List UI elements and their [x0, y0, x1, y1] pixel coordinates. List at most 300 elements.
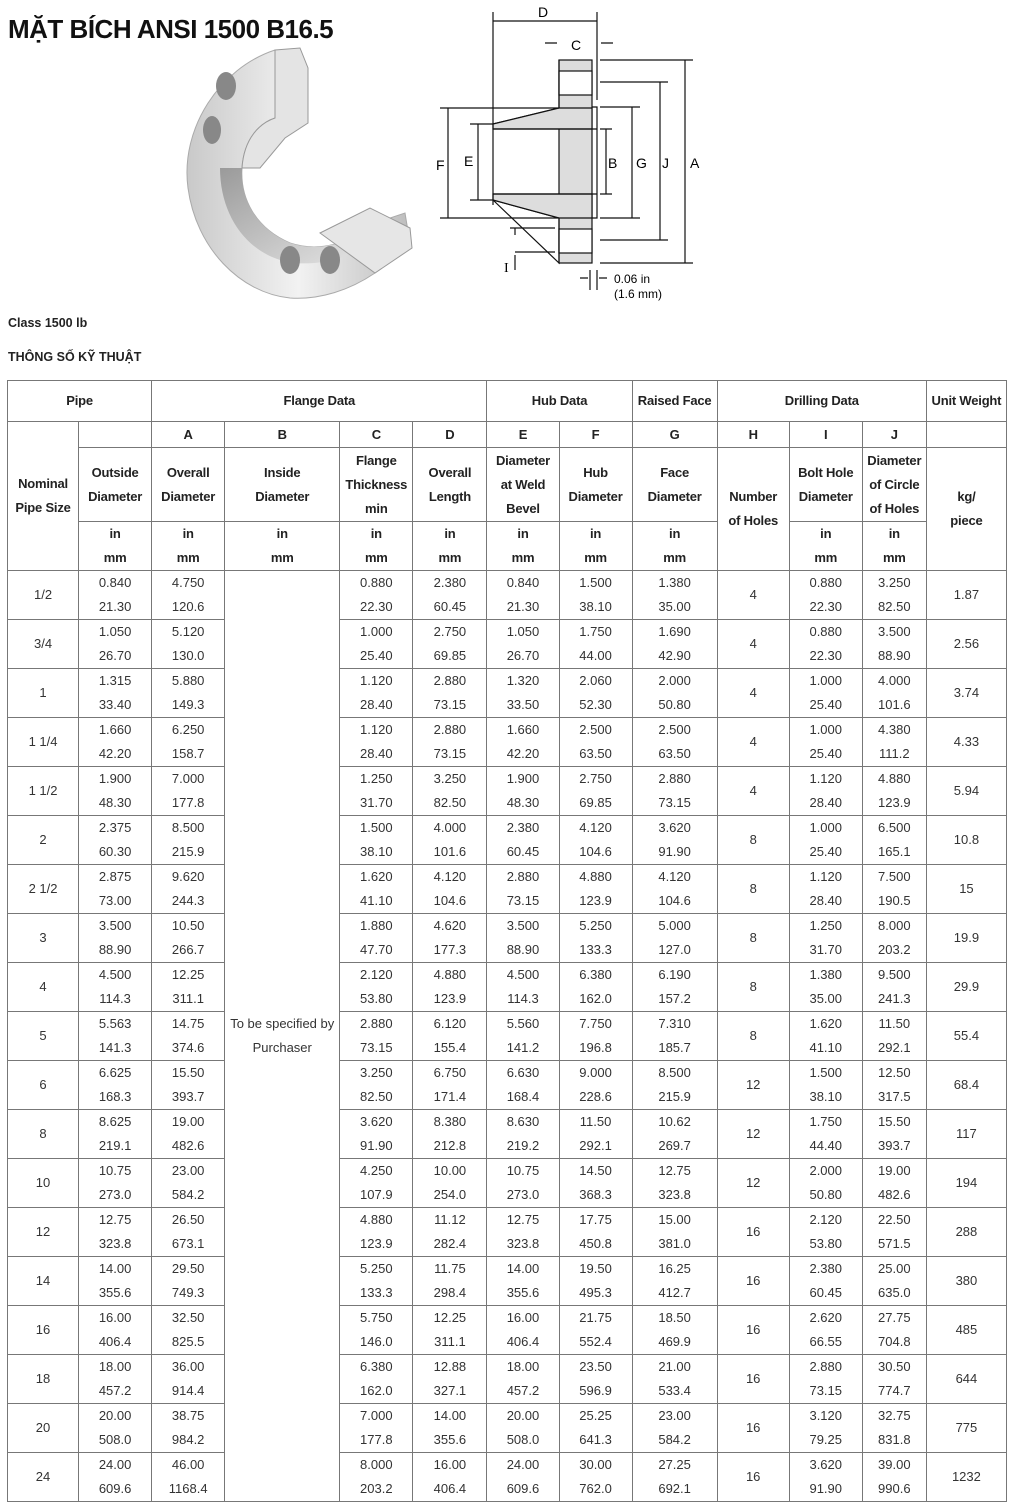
header-line: Diameter [495, 452, 550, 468]
flange-thickness-cell-mm: 38.10 [360, 844, 393, 859]
flange-thickness-cell [340, 1306, 413, 1355]
bolt-hole-diameter-cell-in: 2.380 [809, 1261, 843, 1276]
hub-diameter-cell [559, 1061, 632, 1110]
weld-bevel-diameter-cell [487, 1404, 559, 1453]
bolt-circle-diameter-cell-in: 12.50 [878, 1065, 911, 1080]
bolt-hole-diameter-cell [789, 767, 862, 816]
overall-length-cell-mm: 355.6 [433, 1432, 467, 1447]
table-row [8, 816, 1007, 865]
bolt-hole-diameter-cell-mm: 28.40 [809, 893, 843, 908]
class-label: Class 1500 lb [8, 316, 88, 330]
hub-diameter-cell [559, 1453, 632, 1502]
weld-bevel-diameter-cell-mm: 406.4 [506, 1334, 540, 1349]
outside-diameter-cell-in: 24.00 [98, 1457, 132, 1472]
outside-diameter-cell [79, 1257, 152, 1306]
overall-diameter-cell-in: 15.50 [171, 1065, 205, 1080]
face-diameter-cell [632, 1159, 717, 1208]
face-diameter-cell-in: 10.62 [658, 1114, 691, 1129]
bolt-hole-diameter-cell-mm: 66.55 [809, 1334, 843, 1349]
overall-length-cell-in: 4.620 [433, 918, 467, 933]
bolt-hole-diameter-cell [789, 816, 862, 865]
unit-weight-cell: 644 [926, 1355, 1006, 1404]
outside-diameter-cell-in: 14.00 [98, 1261, 132, 1276]
unit-in: in [820, 526, 832, 541]
face-diameter-cell-in: 27.25 [658, 1457, 691, 1472]
outside-diameter-cell-in: 1.050 [98, 624, 132, 639]
hub-diameter-cell [559, 669, 632, 718]
overall-length-cell-in: 2.880 [433, 673, 467, 688]
bolt-circle-diameter-cell-in: 25.00 [878, 1261, 911, 1276]
hub-diameter-cell [559, 571, 632, 620]
bolt-hole-diameter-cell-mm: 60.45 [809, 1285, 843, 1300]
weld-bevel-diameter-cell-mm: 273.0 [506, 1187, 540, 1202]
flange-thickness-cell-mm: 82.50 [360, 1089, 393, 1104]
overall-length-cell-in: 8.380 [433, 1114, 467, 1129]
header-line: of Holes [728, 513, 779, 528]
label-d: D [538, 4, 549, 20]
weld-bevel-diameter-cell-in: 1.050 [506, 624, 540, 639]
unit-weight-cell: 55.4 [926, 1012, 1006, 1061]
hub-diameter-cell [559, 963, 632, 1012]
flange-thickness-cell [340, 816, 413, 865]
bolt-circle-diameter-cell [862, 1159, 926, 1208]
flange-3d-illustration [180, 28, 420, 303]
bolt-hole-diameter-cell-mm: 25.40 [809, 746, 843, 761]
overall-diameter-cell [152, 1110, 225, 1159]
flange-thickness-cell [340, 620, 413, 669]
bolt-circle-diameter-cell [862, 571, 926, 620]
outside-diameter-cell-in: 1.660 [98, 722, 132, 737]
letter-d: D [413, 422, 487, 448]
outside-diameter-cell-mm: 42.20 [98, 746, 132, 761]
table-row [8, 571, 1007, 620]
unit-in: in [182, 526, 194, 541]
overall-diameter-cell-in: 23.00 [171, 1163, 205, 1178]
flange-thickness-cell [340, 767, 413, 816]
unit-weight-cell: 68.4 [926, 1061, 1006, 1110]
overall-diameter-cell-in: 46.00 [171, 1457, 205, 1472]
weld-bevel-diameter-cell-in: 6.630 [506, 1065, 540, 1080]
gap-in-label: 0.06 in [614, 272, 651, 286]
overall-length-cell [413, 1061, 487, 1110]
unit-header [862, 522, 926, 571]
group-hub-data: Hub Data [487, 381, 632, 422]
hub-diameter-cell-in: 1.750 [579, 624, 612, 639]
outside-diameter-cell-in: 2.875 [98, 869, 132, 884]
bolt-hole-diameter-cell [789, 1110, 862, 1159]
overall-length-cell-mm: 104.6 [433, 893, 467, 908]
nominal-size-cell: 18 [8, 1355, 79, 1404]
flange-thickness-cell-mm: 146.0 [360, 1334, 393, 1349]
outside-diameter-cell [79, 669, 152, 718]
face-diameter-cell-mm: 412.7 [658, 1285, 691, 1300]
overall-diameter-cell-mm: 149.3 [171, 697, 205, 712]
outside-diameter-cell-mm: 33.40 [98, 697, 132, 712]
face-diameter-cell-mm: 692.1 [658, 1481, 691, 1496]
hub-diameter-cell [559, 865, 632, 914]
bolt-hole-diameter-cell-mm: 79.25 [809, 1432, 843, 1447]
overall-length-cell [413, 1159, 487, 1208]
flange-thickness-cell-in: 1.500 [360, 820, 393, 835]
weld-bevel-diameter-cell-in: 1.320 [506, 673, 540, 688]
bolt-circle-diameter-cell-in: 30.50 [878, 1359, 911, 1374]
hub-diameter-cell [559, 1208, 632, 1257]
overall-length-cell-in: 6.750 [433, 1065, 467, 1080]
weld-bevel-diameter-cell-mm: 609.6 [506, 1481, 540, 1496]
outside-diameter-cell-in: 4.500 [98, 967, 132, 982]
nominal-size-cell: 5 [8, 1012, 79, 1061]
unit-weight-cell: 2.56 [926, 620, 1006, 669]
bolt-circle-diameter-cell-mm: 203.2 [878, 942, 911, 957]
nominal-size-cell: 2 1/2 [8, 865, 79, 914]
bolt-hole-diameter-cell [789, 865, 862, 914]
bolt-circle-diameter-cell-in: 3.250 [878, 575, 911, 590]
unit-mm: mm [584, 550, 607, 565]
bolt-hole-diameter-cell-in: 3.620 [809, 1457, 843, 1472]
bolt-hole-diameter-cell-mm: 41.10 [809, 1040, 843, 1055]
table-row [8, 1110, 1007, 1159]
face-diameter-cell [632, 816, 717, 865]
bolt-circle-diameter-cell-mm: 635.0 [878, 1285, 911, 1300]
overall-length-cell-in: 11.12 [434, 1212, 466, 1227]
overall-diameter-cell-in: 29.50 [171, 1261, 205, 1276]
bolt-circle-diameter-cell [862, 1110, 926, 1159]
weld-bevel-diameter-cell-in: 16.00 [506, 1310, 540, 1325]
letter-h: H [717, 422, 789, 448]
overall-diameter-cell-mm: 584.2 [171, 1187, 205, 1202]
flange-thickness-cell-in: 7.000 [360, 1408, 393, 1423]
overall-length-cell [413, 1208, 487, 1257]
overall-diameter-cell [152, 1453, 225, 1502]
flange-thickness-cell [340, 1208, 413, 1257]
number-of-holes-cell: 4 [717, 669, 789, 718]
bolt-hole-diameter-cell-in: 1.120 [809, 869, 843, 884]
outside-diameter-cell-mm: 114.3 [99, 991, 131, 1006]
overall-length-cell [413, 1306, 487, 1355]
overall-diameter-cell-mm: 374.6 [171, 1040, 205, 1055]
bolt-hole-diameter-cell-mm: 73.15 [809, 1383, 843, 1398]
header-line: Bevel [506, 500, 540, 516]
flange-thickness-cell-in: 3.620 [360, 1114, 393, 1129]
group-raised-face: Raised Face [632, 381, 717, 422]
bolt-hole-diameter-cell [789, 1404, 862, 1453]
unit-in: in [589, 526, 602, 541]
bolt-circle-diameter-cell-in: 19.00 [878, 1163, 911, 1178]
group-unit-weight: Unit Weight [926, 381, 1006, 422]
blank-cell [926, 422, 1006, 448]
header-diameter-of-circle-of-holes [862, 448, 926, 522]
outside-diameter-cell [79, 571, 152, 620]
nominal-size-cell: 10 [8, 1159, 79, 1208]
flange-thickness-cell [340, 1404, 413, 1453]
bolt-circle-diameter-cell-in: 4.880 [878, 771, 911, 786]
nominal-size-cell: 12 [8, 1208, 79, 1257]
bolt-circle-diameter-cell-mm: 292.1 [878, 1040, 911, 1055]
overall-length-cell [413, 865, 487, 914]
outside-diameter-cell-mm: 457.2 [98, 1383, 132, 1398]
bolt-circle-diameter-cell-mm: 111.2 [879, 746, 910, 761]
weld-bevel-diameter-cell-in: 3.500 [506, 918, 540, 933]
outside-diameter-cell-mm: 88.90 [98, 942, 132, 957]
unit-mm: mm [103, 550, 127, 565]
label-a: A [690, 155, 700, 171]
overall-diameter-cell [152, 571, 225, 620]
letter-g: G [632, 422, 717, 448]
label-e: E [464, 153, 474, 169]
hub-diameter-cell-in: 5.250 [579, 918, 612, 933]
overall-diameter-cell-mm: 215.9 [171, 844, 205, 859]
weld-bevel-diameter-cell [487, 816, 559, 865]
overall-diameter-cell-in: 36.00 [171, 1359, 205, 1374]
header-flange-thickness [340, 448, 413, 522]
flange-thickness-cell-mm: 162.0 [360, 1383, 393, 1398]
face-diameter-cell [632, 1257, 717, 1306]
unit-weight-cell: 380 [926, 1257, 1006, 1306]
overall-diameter-cell [152, 718, 225, 767]
hub-diameter-cell-in: 2.060 [579, 673, 612, 688]
nominal-size-cell: 14 [8, 1257, 79, 1306]
overall-diameter-cell [152, 767, 225, 816]
letter-b: B [225, 422, 340, 448]
flange-thickness-cell [340, 669, 413, 718]
bolt-hole-diameter-cell-in: 2.880 [809, 1359, 843, 1374]
bolt-hole-diameter-cell-in: 1.000 [809, 722, 843, 737]
note-line: Purchaser [252, 1040, 312, 1055]
overall-length-cell-mm: 123.9 [433, 991, 467, 1006]
overall-length-cell-mm: 101.6 [433, 844, 467, 859]
bolt-hole-diameter-cell [789, 1355, 862, 1404]
overall-length-cell-in: 12.25 [433, 1310, 467, 1325]
bolt-circle-diameter-cell-in: 11.50 [878, 1016, 911, 1031]
label-c: C [571, 37, 582, 53]
outside-diameter-cell-in: 5.563 [98, 1016, 132, 1031]
hub-diameter-cell [559, 816, 632, 865]
bolt-hole-diameter-cell [789, 571, 862, 620]
bolt-hole-diameter-cell [789, 1061, 862, 1110]
letter-c: C [340, 422, 413, 448]
flange-thickness-cell [340, 1012, 413, 1061]
hub-diameter-cell-mm: 38.10 [579, 599, 612, 614]
flange-thickness-cell-in: 1.120 [360, 673, 393, 688]
overall-diameter-cell-mm: 244.3 [171, 893, 205, 908]
outside-diameter-cell-in: 2.375 [98, 820, 132, 835]
overall-diameter-cell-in: 32.50 [171, 1310, 205, 1325]
flange-thickness-cell-mm: 203.2 [360, 1481, 393, 1496]
flange-thickness-cell-in: 4.250 [360, 1163, 393, 1178]
outside-diameter-cell [79, 1159, 152, 1208]
weld-bevel-diameter-cell-in: 2.380 [506, 820, 540, 835]
face-diameter-cell-mm: 215.9 [658, 1089, 691, 1104]
weld-bevel-diameter-cell-mm: 457.2 [506, 1383, 540, 1398]
table-row [8, 620, 1007, 669]
unit-mm: mm [176, 550, 200, 565]
bolt-hole-diameter-cell [789, 1453, 862, 1502]
overall-length-cell-in: 12.88 [433, 1359, 467, 1374]
hub-diameter-cell-mm: 450.8 [579, 1236, 612, 1251]
hub-diameter-cell-mm: 596.9 [579, 1383, 612, 1398]
overall-diameter-cell [152, 1257, 225, 1306]
weld-bevel-diameter-cell-mm: 141.2 [506, 1040, 540, 1055]
table-row [8, 718, 1007, 767]
bolt-circle-diameter-cell [862, 963, 926, 1012]
overall-length-cell-mm: 69.85 [433, 648, 467, 663]
number-of-holes-cell: 8 [717, 865, 789, 914]
weld-bevel-diameter-cell [487, 767, 559, 816]
hub-diameter-cell-in: 6.380 [579, 967, 612, 982]
face-diameter-cell [632, 718, 717, 767]
unit-weight-cell: 1.87 [926, 571, 1006, 620]
hub-diameter-cell-in: 11.50 [579, 1114, 612, 1129]
bolt-hole-diameter-cell-in: 0.880 [809, 575, 843, 590]
bolt-circle-diameter-cell-in: 3.500 [878, 624, 911, 639]
bolt-hole-diameter-cell-in: 0.880 [809, 624, 843, 639]
header-number-of-holes [717, 448, 789, 571]
hub-diameter-cell-in: 7.750 [579, 1016, 612, 1031]
overall-diameter-cell-mm: 749.3 [171, 1285, 205, 1300]
bolt-circle-diameter-cell-mm: 241.3 [878, 991, 911, 1006]
flange-thickness-cell [340, 963, 413, 1012]
flange-thickness-cell-mm: 31.70 [360, 795, 393, 810]
bolt-hole-diameter-cell [789, 1012, 862, 1061]
weld-bevel-diameter-cell-mm: 88.90 [506, 942, 540, 957]
overall-length-cell [413, 1355, 487, 1404]
outside-diameter-cell-in: 18.00 [98, 1359, 132, 1374]
weld-bevel-diameter-cell-in: 0.840 [506, 575, 540, 590]
weld-bevel-diameter-cell [487, 1257, 559, 1306]
overall-length-cell [413, 571, 487, 620]
bolt-hole-diameter-cell-mm: 50.80 [809, 1187, 843, 1202]
bolt-hole-diameter-cell-in: 1.750 [809, 1114, 843, 1129]
weld-bevel-diameter-cell [487, 669, 559, 718]
outside-diameter-cell [79, 1306, 152, 1355]
face-diameter-cell-mm: 533.4 [658, 1383, 691, 1398]
spec-table [7, 380, 1007, 1502]
outside-diameter-cell-in: 16.00 [98, 1310, 132, 1325]
flange-thickness-cell-in: 6.380 [360, 1359, 393, 1374]
weld-bevel-diameter-cell-mm: 168.4 [506, 1089, 540, 1104]
header-line: of Circle [869, 476, 920, 492]
face-diameter-cell-mm: 63.50 [658, 746, 691, 761]
face-diameter-cell-mm: 381.0 [658, 1236, 691, 1251]
nominal-size-cell: 1 [8, 669, 79, 718]
nominal-size-cell: 1/2 [8, 571, 79, 620]
weld-bevel-diameter-cell [487, 620, 559, 669]
label-g: G [636, 155, 647, 171]
nominal-size-cell: 2 [8, 816, 79, 865]
number-of-holes-cell: 12 [717, 1159, 789, 1208]
bolt-circle-diameter-cell-mm: 990.6 [878, 1481, 911, 1496]
flange-thickness-cell-in: 3.250 [360, 1065, 393, 1080]
face-diameter-cell-mm: 584.2 [658, 1432, 691, 1447]
header-line: Face [660, 464, 690, 480]
bolt-hole-diameter-cell-mm: 35.00 [809, 991, 843, 1006]
table-row [8, 1061, 1007, 1110]
weld-bevel-diameter-cell-in: 18.00 [506, 1359, 540, 1374]
flange-thickness-cell [340, 1453, 413, 1502]
overall-length-cell-mm: 82.50 [433, 795, 467, 810]
outside-diameter-cell-mm: 355.6 [98, 1285, 132, 1300]
overall-length-cell-mm: 298.4 [433, 1285, 467, 1300]
table-row [8, 963, 1007, 1012]
overall-diameter-cell-mm: 266.7 [171, 942, 205, 957]
outside-diameter-cell-mm: 323.8 [98, 1236, 132, 1251]
face-diameter-cell-mm: 157.2 [658, 991, 691, 1006]
table-row [8, 1404, 1007, 1453]
header-kg-per-piece [926, 448, 1006, 571]
weld-bevel-diameter-cell-in: 10.75 [506, 1163, 540, 1178]
hub-diameter-cell [559, 767, 632, 816]
number-of-holes-cell: 8 [717, 816, 789, 865]
unit-mm: mm [438, 550, 462, 565]
face-diameter-cell-mm: 185.7 [658, 1040, 691, 1055]
face-diameter-cell-mm: 469.9 [658, 1334, 691, 1349]
outside-diameter-cell [79, 914, 152, 963]
bolt-hole-diameter-cell-in: 1.120 [809, 771, 843, 786]
bolt-hole-diameter-cell-in: 1.000 [809, 820, 843, 835]
overall-diameter-cell-in: 5.880 [171, 673, 205, 688]
face-diameter-cell-mm: 50.80 [658, 697, 691, 712]
outside-diameter-cell-in: 1.315 [98, 673, 132, 688]
nominal-size-cell: 1 1/4 [8, 718, 79, 767]
group-drilling-data: Drilling Data [717, 381, 926, 422]
bolt-hole-diameter-cell-mm: 22.30 [809, 648, 843, 663]
overall-diameter-cell [152, 914, 225, 963]
bolt-circle-diameter-cell-in: 4.000 [878, 673, 911, 688]
weld-bevel-diameter-cell [487, 1012, 559, 1061]
face-diameter-cell [632, 620, 717, 669]
header-diameter-at-weld-bevel [487, 448, 559, 522]
weld-bevel-diameter-cell-mm: 21.30 [506, 599, 540, 614]
outside-diameter-cell-mm: 26.70 [98, 648, 132, 663]
number-of-holes-cell: 4 [717, 571, 789, 620]
flange-thickness-cell [340, 1159, 413, 1208]
overall-diameter-cell-mm: 482.6 [171, 1138, 205, 1153]
flange-thickness-cell-mm: 107.9 [360, 1187, 393, 1202]
overall-diameter-cell [152, 669, 225, 718]
hub-diameter-cell [559, 1306, 632, 1355]
bolt-hole-diameter-cell-in: 1.500 [809, 1065, 843, 1080]
bolt-hole-diameter-cell-in: 1.250 [809, 918, 843, 933]
hub-diameter-cell-in: 30.00 [579, 1457, 612, 1472]
overall-length-cell [413, 1404, 487, 1453]
flange-thickness-cell-mm: 28.40 [360, 697, 393, 712]
bolt-circle-diameter-cell-mm: 88.90 [878, 648, 911, 663]
unit-weight-cell: 194 [926, 1159, 1006, 1208]
weld-bevel-diameter-cell-in: 1.900 [506, 771, 540, 786]
overall-diameter-cell [152, 1159, 225, 1208]
flange-thickness-cell [340, 718, 413, 767]
weld-bevel-diameter-cell [487, 1453, 559, 1502]
outside-diameter-cell-in: 0.840 [98, 575, 132, 590]
face-diameter-cell-in: 16.25 [658, 1261, 691, 1276]
overall-diameter-cell-in: 14.75 [171, 1016, 205, 1031]
hub-diameter-cell-mm: 133.3 [579, 942, 612, 957]
face-diameter-cell [632, 1404, 717, 1453]
overall-diameter-cell-mm: 393.7 [171, 1089, 205, 1104]
face-diameter-cell-in: 3.620 [658, 820, 691, 835]
bolt-hole-diameter-cell-in: 2.120 [809, 1212, 843, 1227]
table-row [8, 1306, 1007, 1355]
hub-diameter-cell [559, 914, 632, 963]
outside-diameter-cell-mm: 60.30 [98, 844, 132, 859]
header-line: kg/ [957, 489, 976, 504]
flange-thickness-cell [340, 1110, 413, 1159]
hub-diameter-cell-mm: 495.3 [579, 1285, 612, 1300]
bolt-circle-diameter-cell-mm: 571.5 [878, 1236, 911, 1251]
hub-diameter-cell-in: 2.750 [579, 771, 612, 786]
weld-bevel-diameter-cell [487, 1306, 559, 1355]
bolt-circle-diameter-cell-mm: 190.5 [878, 893, 911, 908]
